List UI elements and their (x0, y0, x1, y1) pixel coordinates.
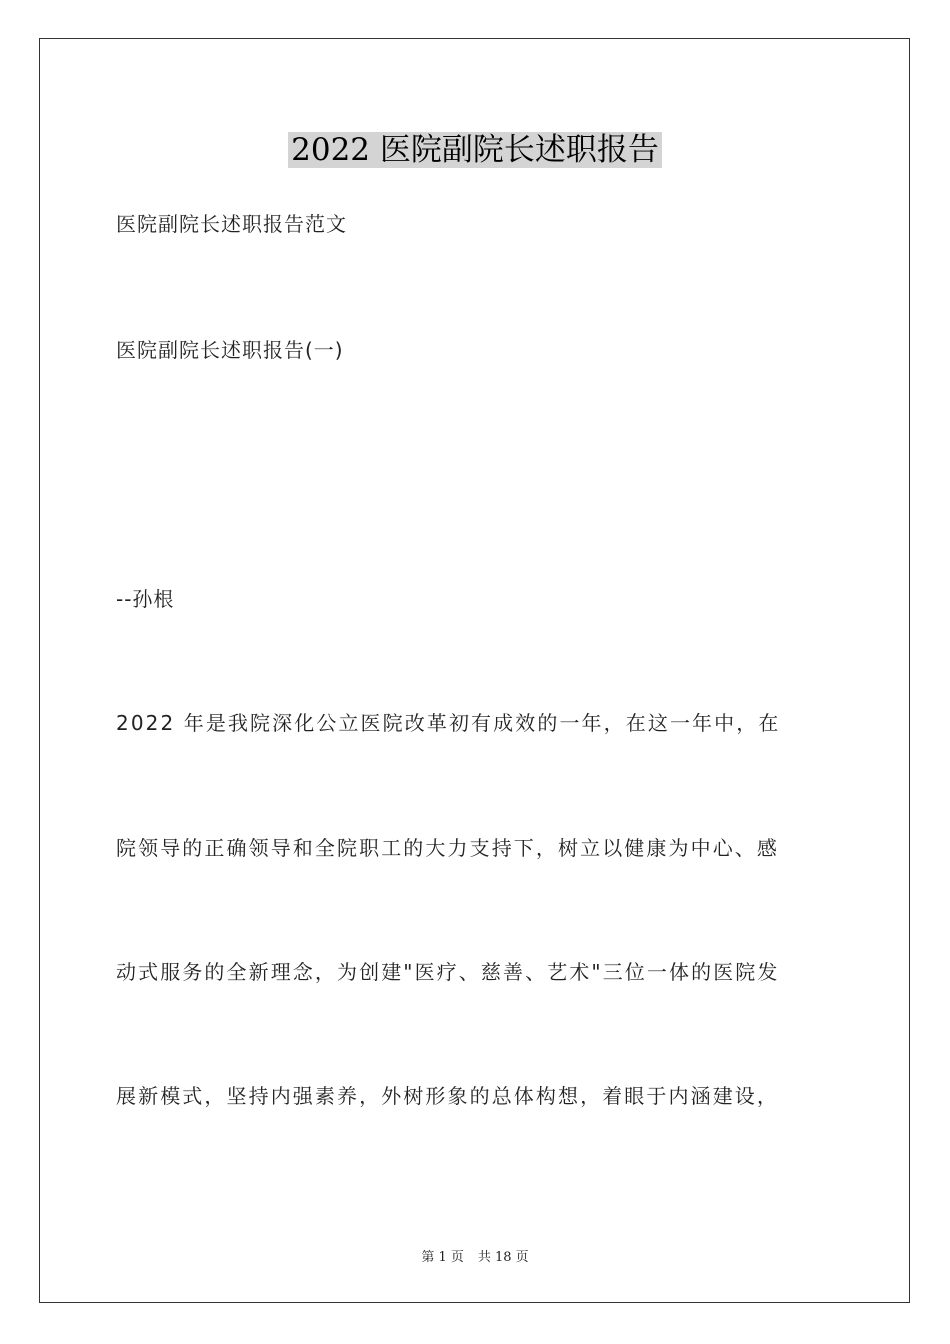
section-heading: 医院副院长述职报告(一) (116, 338, 344, 362)
body-line-4: 展新模式，坚持内强素养，外树形象的总体构想，着眼于内涵建设， (116, 1084, 779, 1108)
page-footer (0, 1246, 950, 1265)
author-line: --孙根 (116, 587, 175, 611)
body-line-1: 2022 年是我院深化公立医院改革初有成效的一年，在这一年中，在 (116, 711, 781, 735)
body-line-3: 动式服务的全新理念，为创建"医疗、慈善、艺术"三位一体的医院发 (116, 960, 780, 984)
document-subtitle: 医院副院长述职报告范文 (116, 212, 347, 236)
document-title-text: 2022 医院副院长述职报告 (288, 132, 662, 168)
page-total: 共 18 页 (477, 1250, 529, 1265)
document-title (0, 128, 950, 172)
page-number: 第 1 页 (421, 1250, 464, 1265)
body-line-2: 院领导的正确领导和全院职工的大力支持下，树立以健康为中心、感 (116, 836, 779, 860)
